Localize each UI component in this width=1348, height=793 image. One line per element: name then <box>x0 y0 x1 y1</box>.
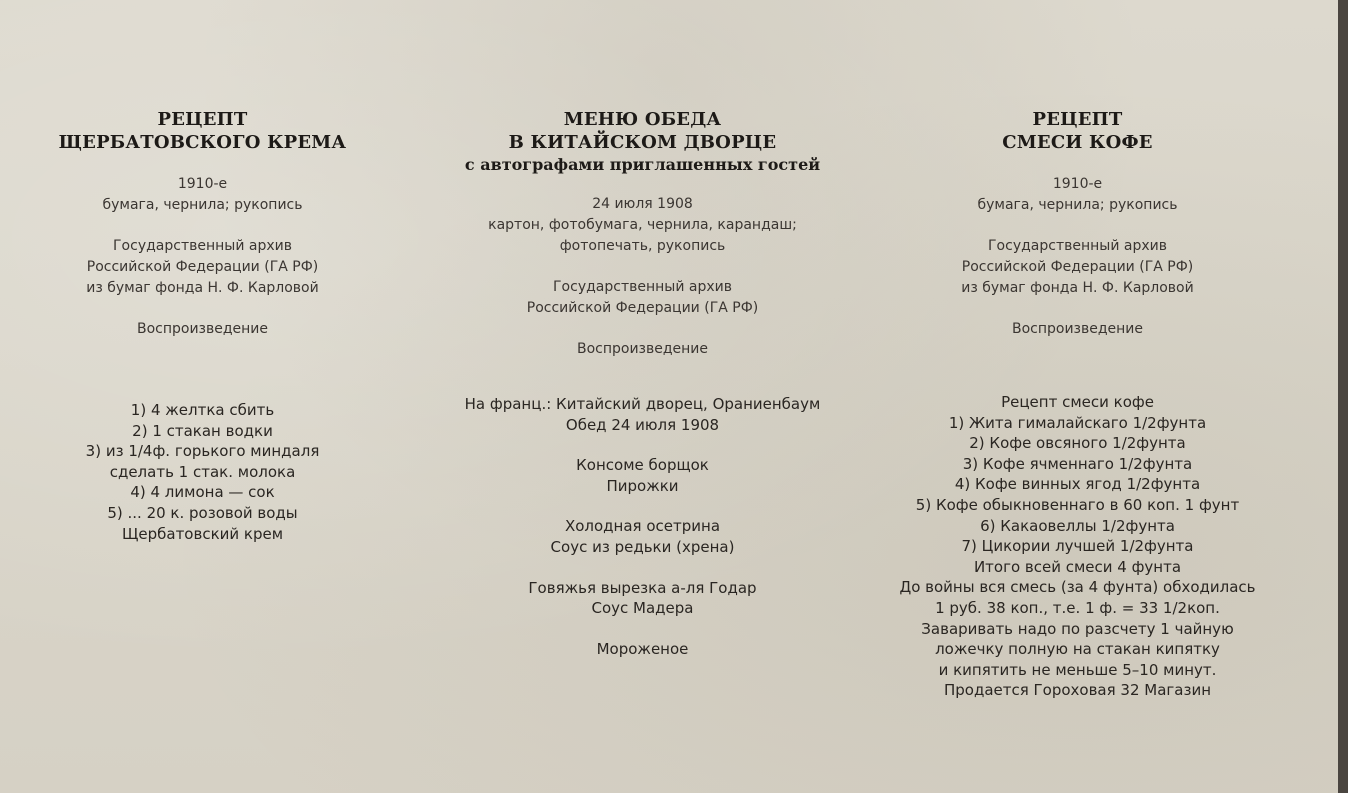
menu-course-item: Мороженое <box>596 639 689 658</box>
middle-menu-header <box>430 394 855 435</box>
left-recipe <box>30 400 375 544</box>
menu-course-item: Говяжья вырезка а-ля Годар <box>528 578 757 597</box>
right-recipe-line: 6) Какаовеллы 1/2фунта <box>980 516 1175 535</box>
menu-course-item: Консоме борщок <box>576 456 709 475</box>
right-recipe-line: 4) Кофе винных ягод 1/2фунта <box>954 475 1201 494</box>
right-archive-line-2: Российской Федерации (ГА РФ) <box>961 259 1194 275</box>
middle-archive-line-1: Государственный архив <box>553 279 732 295</box>
middle-title-line-2: В КИТАЙСКОМ ДВОРЦЕ <box>508 132 777 153</box>
middle-materials-line-1: картон, фотобумага, чернила, карандаш; <box>488 217 797 233</box>
left-meta <box>30 174 375 216</box>
left-recipe-line: 5) ... 20 к. розовой воды <box>107 503 298 522</box>
left-recipe-line: 1) 4 желтка сбить <box>130 401 275 419</box>
right-title <box>890 108 1265 154</box>
left-archive-line-3: из бумаг фонда Н. Ф. Карловой <box>86 280 319 296</box>
right-recipe-line: 1) Жита гималайскаго 1/2фунта <box>948 413 1207 432</box>
right-recipe-line: 1 руб. 38 коп., т.е. 1 ф. = 33 1/2коп. <box>935 598 1220 617</box>
right-title-line-1: РЕЦЕПТ <box>1032 109 1123 130</box>
left-date: 1910-е <box>177 176 228 192</box>
menu-course <box>430 578 855 619</box>
middle-note: Воспроизведение <box>576 341 709 357</box>
left-title-line-1: РЕЦЕПТ <box>157 109 248 130</box>
right-date: 1910-е <box>1052 176 1103 192</box>
right-archive <box>890 236 1265 299</box>
middle-title-line-1: МЕНЮ ОБЕДА <box>563 109 722 130</box>
menu-header-line-1: На франц.: Китайский дворец, Ораниенбаум <box>464 395 821 413</box>
right-recipe-line: 2) Кофе овсяного 1/2фунта <box>969 434 1186 453</box>
left-recipe-line: 2) 1 стакан водки <box>132 421 273 440</box>
shcherbatov-cream-column <box>30 108 375 544</box>
middle-date: 24 июля 1908 <box>592 196 693 212</box>
left-note: Воспроизведение <box>136 321 269 337</box>
right-note: Воспроизведение <box>1011 321 1144 337</box>
right-materials: бумага, чернила; рукопись <box>977 197 1178 213</box>
right-recipe-line: До войны вся смесь (за 4 фунта) обходилась <box>899 578 1256 597</box>
left-recipe-line: сделать 1 стак. молока <box>109 462 296 481</box>
right-recipe-line: Итого всей смеси 4 фунта <box>973 557 1182 576</box>
left-archive-line-2: Российской Федерации (ГА РФ) <box>86 259 319 275</box>
right-title-line-2: СМЕСИ КОФЕ <box>1002 132 1153 153</box>
right-recipe <box>890 392 1265 701</box>
left-archive-line-1: Государственный архив <box>113 238 292 254</box>
left-recipe-line: 4) 4 лимона — сок <box>130 483 275 502</box>
menu-course <box>430 516 855 557</box>
menu-course-item: Соус Мадера <box>591 599 694 618</box>
middle-title <box>430 108 855 154</box>
menu-course-item: Соус из редьки (хрена) <box>550 537 735 556</box>
right-recipe-line: ложечку полную на стакан кипятку <box>935 640 1220 659</box>
middle-materials-line-2: фотопечать, рукопись <box>559 238 726 254</box>
right-recipe-line: 7) Цикории лучшей 1/2фунта <box>961 537 1194 556</box>
left-title-line-2: ЩЕРБАТОВСКОГО КРЕМА <box>58 132 347 153</box>
right-recipe-line: Рецепт смеси кофе <box>1001 393 1154 411</box>
chinese-palace-menu-column <box>430 108 855 659</box>
menu-course-item: Холодная осетрина <box>564 517 721 536</box>
right-recipe-line: 3) Кофе ячменнаго 1/2фунта <box>962 454 1193 473</box>
left-materials: бумага, чернила; рукопись <box>102 197 303 213</box>
menu-course <box>430 455 855 496</box>
right-recipe-line: Заваривать надо по разсчету 1 чайную <box>921 619 1234 638</box>
right-archive-line-3: из бумаг фонда Н. Ф. Карловой <box>961 280 1194 296</box>
right-recipe-line: и кипятить не меньше 5–10 минут. <box>938 660 1217 679</box>
middle-subtitle: с автографами приглашенных гостей <box>464 155 821 174</box>
left-recipe-line: Щербатовский крем <box>121 524 284 543</box>
left-title <box>30 108 375 154</box>
right-archive-line-1: Государственный архив <box>988 238 1167 254</box>
coffee-blend-column <box>890 108 1265 701</box>
menu-course <box>430 639 855 660</box>
menu-header-line-2: Обед 24 июля 1908 <box>565 415 720 434</box>
left-recipe-line: 3) из 1/4ф. горького миндаля <box>85 442 320 461</box>
middle-archive <box>430 277 855 319</box>
middle-archive-line-2: Российской Федерации (ГА РФ) <box>526 300 759 316</box>
right-recipe-line: Продается Гороховая 32 Магазин <box>943 681 1212 700</box>
middle-meta <box>430 194 855 257</box>
right-meta <box>890 174 1265 216</box>
right-recipe-line: 5) Кофе обыкновеннаго в 60 коп. 1 фунт <box>915 495 1240 514</box>
menu-course-item: Пирожки <box>606 476 679 495</box>
left-archive <box>30 236 375 299</box>
